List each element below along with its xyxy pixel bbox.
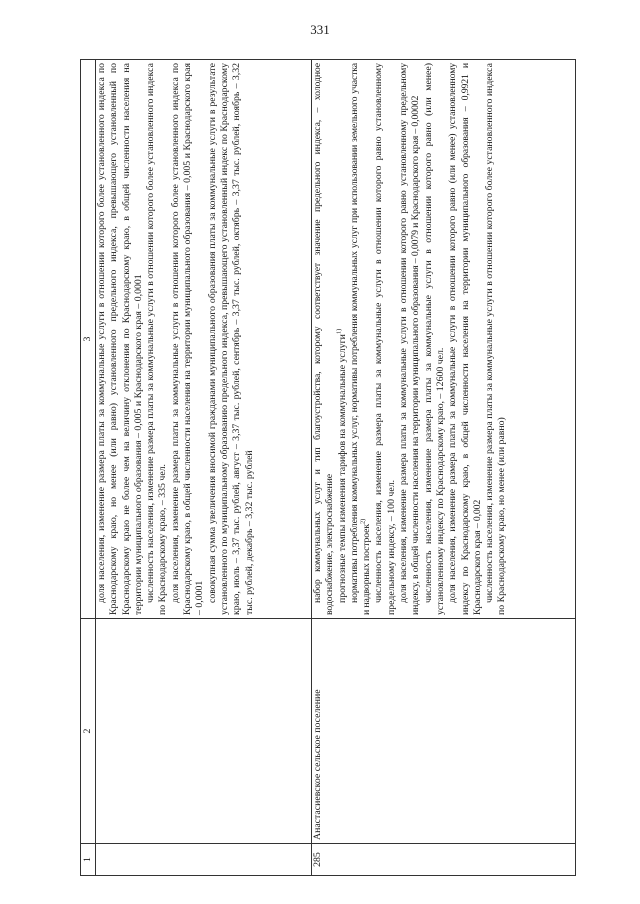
paragraph: набор коммунальных услуг и тип благоустройства, которому соответствует значение предельного индекса, – холодное водоснабжение, электроснабжение <box>312 63 336 615</box>
column-header-1: 1 <box>81 844 96 876</box>
indices-table <box>80 59 576 876</box>
table-header-row <box>81 60 96 876</box>
row-number: 285 <box>312 844 576 876</box>
municipality-name <box>96 619 312 844</box>
rotated-table-region <box>80 60 576 876</box>
paragraph: численность населения, изменение размера платы за коммунальные услуги в отношении которого равно (или менее) установленному индексу по Краснодарскому краю, – 12600 чел. <box>422 63 446 615</box>
footnote-marker: 2) <box>359 518 367 525</box>
indicator-cell <box>96 60 312 619</box>
paragraph: совокупная сумма увеличения вносимой гражданами муниципального образования платы за коммунальные услуги в результате установленного по муниципальному образованию предельного индекса, превышающего установленный индекс по Краснодарскому краю, июль – 3,37 тыс. рублей, август – 3,37 тыс. рублей, сентябрь – 3,37 тыс. рублей, октябрь – 3,37 тыс. рублей, ноябрь – 3,32 тыс. рублей, декабрь – 3,32 тыс. рублей <box>206 63 255 615</box>
paragraph-text: прогнозные темпы изменения тарифов на коммунальные услуги <box>336 334 348 603</box>
paragraph-text: нормативы потребления коммунальных услуг, нормативы потребления коммунальных услуг при использовании земельного участка и надворных построек <box>348 63 373 615</box>
footnote-marker: 1) <box>335 328 343 335</box>
paragraph: численность населения, изменение размера платы за коммунальные услуги в отношении которого более установленного индекса по Краснодарскому краю, но менее (или равно) <box>484 63 508 615</box>
paragraph: доля населения, изменение размера платы за коммунальные услуги в отношении которого более установленного индекса по Краснодарскому краю, в общей численности населения на территории муниципального образования – 0,005 и Краснодарского края – 0,0001 <box>169 63 206 615</box>
column-header-2: 2 <box>81 619 96 844</box>
paragraph: численность населения, изменение размера платы за коммунальные услуги в отношении которого более установленного индекса по Краснодарскому краю, – 335 чел. <box>145 63 169 615</box>
indicator-cell <box>312 60 576 619</box>
paragraph <box>337 63 349 615</box>
municipality-name: Анастасиевское сельское поселение <box>312 619 576 844</box>
table-row <box>312 60 576 876</box>
paragraph <box>349 63 374 615</box>
table-row <box>96 60 312 876</box>
paragraph: доля населения, изменение размера платы за коммунальные услуги в отношении которого более установленного индекса по Краснодарскому краю, но менее (или равно) установленного предельного индекса, превышающего установленный по Краснодарскому краю не более чем на величину отклонения по Краснодарскому краю, в общей численности населения на территории муниципального образования – 0,005 и Краснодарского края – 0,0001 <box>96 63 144 615</box>
row-number <box>96 844 312 876</box>
paragraph: доля населения, изменение размера платы за коммунальные услуги в отношении которого равно (или менее) установленному индексу по Краснодарскому краю, в общей численности населения на территории муниципального образования – 0,9921 и Краснодарского края – 0,002 <box>447 63 483 615</box>
column-header-3: 3 <box>81 60 96 619</box>
paragraph: численность населения, изменение размера платы за коммунальные услуги в отношении которого равно установленному предельному индексу, – 100 чел. <box>373 63 397 615</box>
paragraph: доля населения, изменение размера платы за коммунальные услуги в отношении которого равно установленному предельному индексу, в общей численности населения на территории муниципального образования – 0,0079 и Краснодарского края – 0,00002 <box>398 63 422 615</box>
page-number: 331 <box>310 22 330 37</box>
